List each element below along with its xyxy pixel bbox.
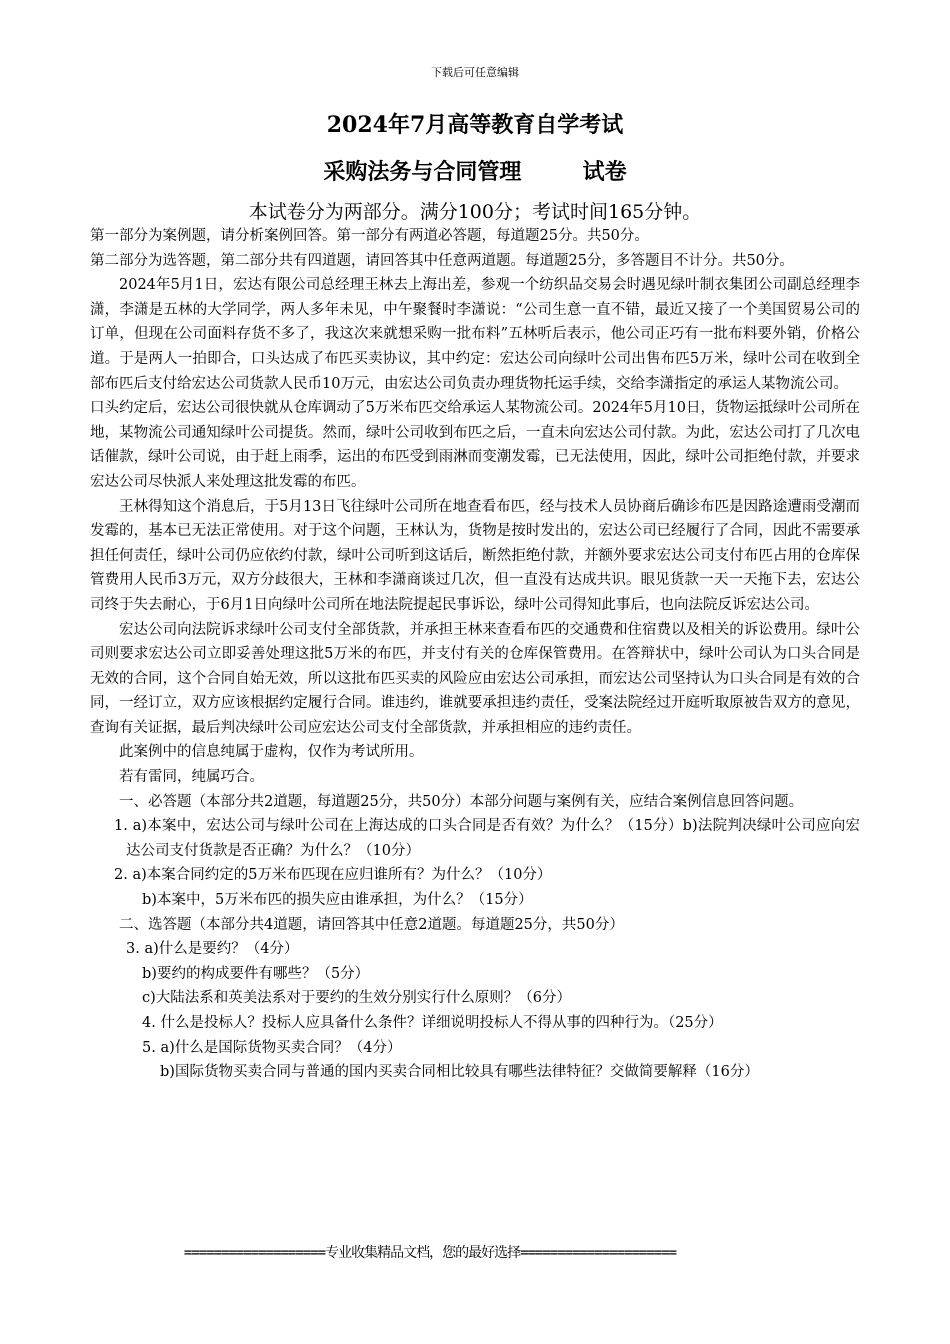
case-paragraph-3: 王林得知这个消息后，于5月13日飞往绿叶公司所在地查看布匹，经与技术人员协商后确诊布匹是因路途遭雨受潮而发霉的，基本已无法正常使用。对于这个问题，王林认为，货物是按时发出的，宏达公司已经履行了合同，因此不需要承担任何责任，绿叶公司仍应依约付款，绿叶公司听到这话后，断然拒绝付款，并额外要求宏达公司支付布匹占用的仓库保管费用人民币3万元，双方分歧很大，王林和李潇商谈过几次，但一直没有达成共识。眼见货款一天一天拖下去，宏达公司终于失去耐心，于6月1日向绿叶公司所在地法院提起民事诉讼，绿叶公司得知此事后，也向法院反诉宏达公司。 [90,498,860,613]
case-paragraph-2: 口头约定后，宏达公司很快就从仓库调动了5万米布匹交给承运人某物流公司。2024年5月10日，货物运抵绿叶公司所在地，某物流公司通知绿叶公司提货。然而，绿叶公司收到布匹之后，一直未向宏达公司付款。为此，宏达公司打了几次电话催款，绿叶公司说，由于赶上雨季，运出的布匹受到雨淋而变潮发霉，已无法使用，因此，绿叶公司拒绝付款，并要求宏达公司尽快派人来处理这批发霉的布匹。 [90,400,860,490]
footer-banner [0,1243,860,1263]
question-3c: c)大陆法系和英美法系对于要约的生效分别实行什么原则？（6分） [142,990,572,1007]
disclaimer-1: 此案例中的信息纯属于虚构，仅作为考试所用。 [119,744,424,761]
section-1-heading: 一、必答题（本部分共2道题，每道题25分，共50分）本部分问题与案例有关，应结合案例信息回答问题。 [119,793,804,810]
question-5b: b)国际货物买卖合同与普通的国内买卖合同相比较具有哪些法律特征？交做简要解释（16分） [160,1064,759,1081]
part-note-2: 第二部分为选答题，第二部分共有四道题，请回答其中任意两道题。每道题25分，多答题目不计分。共50分。 [90,252,794,269]
part-note-1: 第一部分为案例题，请分析案例回答。第一部分有两道必答题，每道题25分。共50分。 [90,228,649,244]
case-paragraph-4: 宏达公司向法院诉求绿叶公司支付全部货款，并承担王林来查看布匹的交通费和住宿费以及相关的诉讼费用。绿叶公司则要求宏达公司立即妥善处理这批5万米的布匹，并支付有关的仓库保管费用。在答辩状中，绿叶公司认为口头合同是无效的合同，这个合同自始无效，所以这批布匹买卖的风险应由宏达公司承担，而宏达公司坚持认为口头合同是有效的合同，一经订立，双方应该根据约定履行合同。谁违约，谁就要承担违约责任，受案法院经过开庭听取原被告双方的意见，查询有关证据，最后判决绿叶公司应宏达公司支付全部货款，并承担相应的违约责任。 [90,621,860,736]
header-note: 下载后可任意编辑 [431,66,519,79]
question-5a: 5. a)什么是国际货物买卖合同？（4分） [142,1039,402,1056]
footer-text: ===================专业收集精品文档，您的最好选择===================== [183,1245,677,1261]
case-paragraph-1: 2024年5月1日，宏达有限公司总经理王林去上海出差，参观一个纺织品交易会时遇见绿叶制衣集团公司副总经理李潇，李潇是五林的大学同学，两人多年未见，中午聚餐时李潇说：“公司生意一直不错，最近又接了一个美国贸易公司的订单，但现在公司面料存货不多了，我这次来就想采购一批布料”五林听后表示，他公司正巧有一批布料要外销，价格公道。于是两人一拍即合，口头达成了布匹买卖协议，其中约定：宏达公司向绿叶公司出售布匹5万米，绿叶公司在收到全部布匹后支付给宏达公司货款人民币10万元，由宏达公司负责办理货物托运手续，交给李潇指定的承运人某物流公司。 [90,277,860,392]
exam-subject: 采购法务与合同管理 试卷 [323,159,627,185]
question-4: 4. 什么是投标人？投标人应具备什么条件？详细说明投标人不得从事的四种行为。（25分） [142,1015,723,1031]
question-3b: b)要约的构成要件有哪些？（5分） [142,965,370,982]
disclaimer-2: 若有雷同，纯属巧合。 [119,769,264,786]
question-1: 1. a)本案中，宏达公司与绿叶公司在上海达成的口头合同是否有效？为什么？（15分）b)法院判决绿叶公司应向宏达公司支付货款是否正确？为什么？（10分） [114,818,860,859]
question-2a: 2. a)本案合同约定的5万米布匹现在应归谁所有？为什么？（10分） [114,867,552,884]
section-2-heading: 二、选答题（本部分共4道题，请回答其中任意2道题。每道题25分，共50分） [119,916,624,933]
exam-title: 2024年7月高等教育自学考试 [326,112,624,138]
document-body [90,224,860,1085]
question-3a: 3. a)什么是要约？（4分） [126,941,299,958]
exam-intro: 本试卷分为两部分。满分100分；考试时间165分钟。 [248,201,702,223]
question-2b: b)本案中，5万米布匹的损失应由谁承担，为什么？（15分） [142,892,533,909]
